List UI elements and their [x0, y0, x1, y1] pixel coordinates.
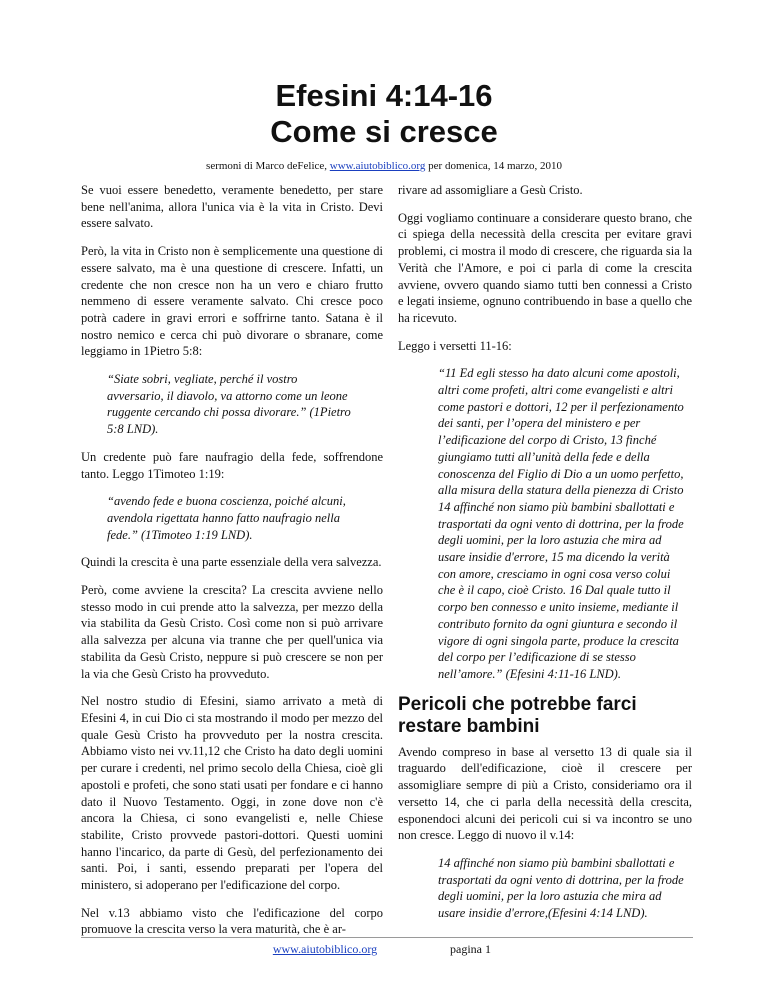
byline: [0, 160, 768, 172]
page-number: pagina 1: [450, 942, 491, 956]
paragraph: Leggo i versetti 11-16:: [398, 338, 512, 353]
paragraph: Se vuoi essere benedetto, veramente benedetto, per stare bene nell'anima, allora l'unica via è la vita in Cristo. Devi essere salvato.: [81, 183, 383, 231]
byline-suffix: per domenica, 14 marzo, 2010: [425, 160, 562, 172]
paragraph: Quindi la crescita è una parte essenziale della vera salvezza.: [81, 555, 382, 570]
title-block: [0, 78, 768, 172]
section-heading: Pericoli che potrebbe farci restare bambini: [398, 693, 637, 737]
scripture-quote: “11 Ed egli stesso ha dato alcuni come apostoli, altri come profeti, altri come evangelisti e altri come pastori e dottori, 12 per il perfezionamento dei santi, per l’opera del ministero e per l’edificazione del corpo di Cristo, 13 finché giungiamo tutti all’unità della fede e della conoscenza del Figlio di Dio a un uomo perfetto, alla misura della statura della pienezza di Cristo 14 affinché non siamo più bambini sballottati e trasportati da ogni vento di dottrina, per la frode degli uomini, per la loro astuzia che mira ad usare insidie d'errore, 15 ma dicendo la verità con amore, cresciamo in ogni cosa verso colui che è il capo, cioè Cristo. 16 Dal quale tutto il corpo ben connesso e unito insieme, mediante il contributo fornito da ogni giuntura e secondo il vigore di ogni singola parte, produce la crescita del corpo per l’edificazione di se stesso nell’amore.” (Efesini 4:11-16 LND).: [438, 366, 684, 681]
byline-link[interactable]: www.aiutobiblico.org: [329, 160, 426, 172]
right-column: [398, 182, 692, 933]
scripture-quote: 14 affinché non siamo più bambini sballottati e trasportati da ogni vento di dottrina, per la frode degli uomini, per la loro astuzia che mira ad usare insidie d'errore,(Efesini 4:14 LND).: [438, 855, 684, 921]
paragraph: Però, la vita in Cristo non è semplicemente una questione di essere salvato, ma è una questione di crescere. Infatti, un credente che non cresce non ha un vero e chiaro frutto nemmeno di essere veramente salvato. Chi cresce poco potrà cadere in gravi errori e soffrirne tanto. Satana è il nostro nemico e cerca chi può divorare o sbranare, come leggiamo in 1Pietro 5:8:: [81, 244, 383, 359]
footer-divider: [81, 937, 693, 938]
scripture-quote: “Siate sobri, vegliate, perché il vostro avversario, il diavolo, va attorno come un leone ruggente cercando chi possa divorare.” (1Pietro 5:8 LND).: [107, 372, 351, 437]
paragraph: Nel v.13 abbiamo visto che l'edificazione del corpo promuove la crescita verso la vera maturità, che è ar-: [81, 905, 383, 937]
scripture-quote: “avendo fede e buona coscienza, poiché alcuni, avendola rigettata hanno fatto naufragio nella fede.” (1Timoteo 1:19 LND).: [107, 494, 346, 542]
left-column: [81, 182, 383, 949]
paragraph: Avendo compreso in base al versetto 13 di quale sia il traguardo dell'edificazione, cioè il crescere per assomigliare sempre di più a Cristo, consideriamo ora il versetto 14, che ci parla della necessità della crescita, esponendoci alcuni dei pericoli cui si va incontro se uno non cresce. Leggo di nuovo il v.14:: [398, 744, 692, 843]
footer-link[interactable]: www.aiutobiblico.org: [272, 942, 378, 956]
paragraph: rivare ad assomigliare a Gesù Cristo.: [398, 183, 583, 197]
byline-prefix: sermoni di Marco deFelice,: [206, 160, 330, 172]
paragraph: Nel nostro studio di Efesini, siamo arrivato a metà di Efesini 4, in cui Dio ci sta mostrando il modo per mezzo del quale Gesù Cristo ha provveduto per la nostra crescita. Abbiamo visto nei vv.11,12 che Cristo ha dato degli uomini per curare i credenti, nel primo secolo della Chiesa, cioè gli apostoli e profeti, che sono stati usati per fondare e ci hanno dato il Nuovo Testamento. Oggi, in zone dove non c'è ancora la Chiesa, ci sono evangelisti e, nelle Chiese stabilite, Cristo provvede pastori-dottori. Questi uomini hanno l'incarico, da parte di Gesù, del perfezionamento dei santi. Poi, i santi, essendo preparati per l'opera del ministero, si adoperano per l'edificazione del corpo.: [81, 694, 383, 893]
paragraph: Un credente può fare naufragio della fede, soffrendone tanto. Leggo 1Timoteo 1:19:: [81, 449, 383, 481]
paragraph: Oggi vogliamo continuare a considerare questo brano, che ci spiega della necessità della crescita per evitare gravi problemi, ci mostra il modo di crescere, che riguarda sia la Verità che l'Amore, e poi ci parla di come la crescita avviene, ovvero quando siamo tutti ben connessi a Cristo e legati insieme, ognuno contribuendo in base a quello che ha ricevuto.: [398, 210, 692, 325]
title-line-1: Efesini 4:14-16: [275, 78, 493, 113]
paragraph: Però, come avviene la crescita? La crescita avviene nello stesso modo in cui prende atto la salvezza, per mezzo della via stabilita da Gesù Cristo. Così come non si può arrivare alla salvezza per alcuna via tranne che per quell'unica via stabilita da Gesù Cristo, neppure si può crescere se non per la via che Gesù Cristo ha provveduto.: [81, 583, 383, 681]
page-title: [0, 78, 768, 150]
title-line-2: Come si cresce: [270, 114, 498, 149]
